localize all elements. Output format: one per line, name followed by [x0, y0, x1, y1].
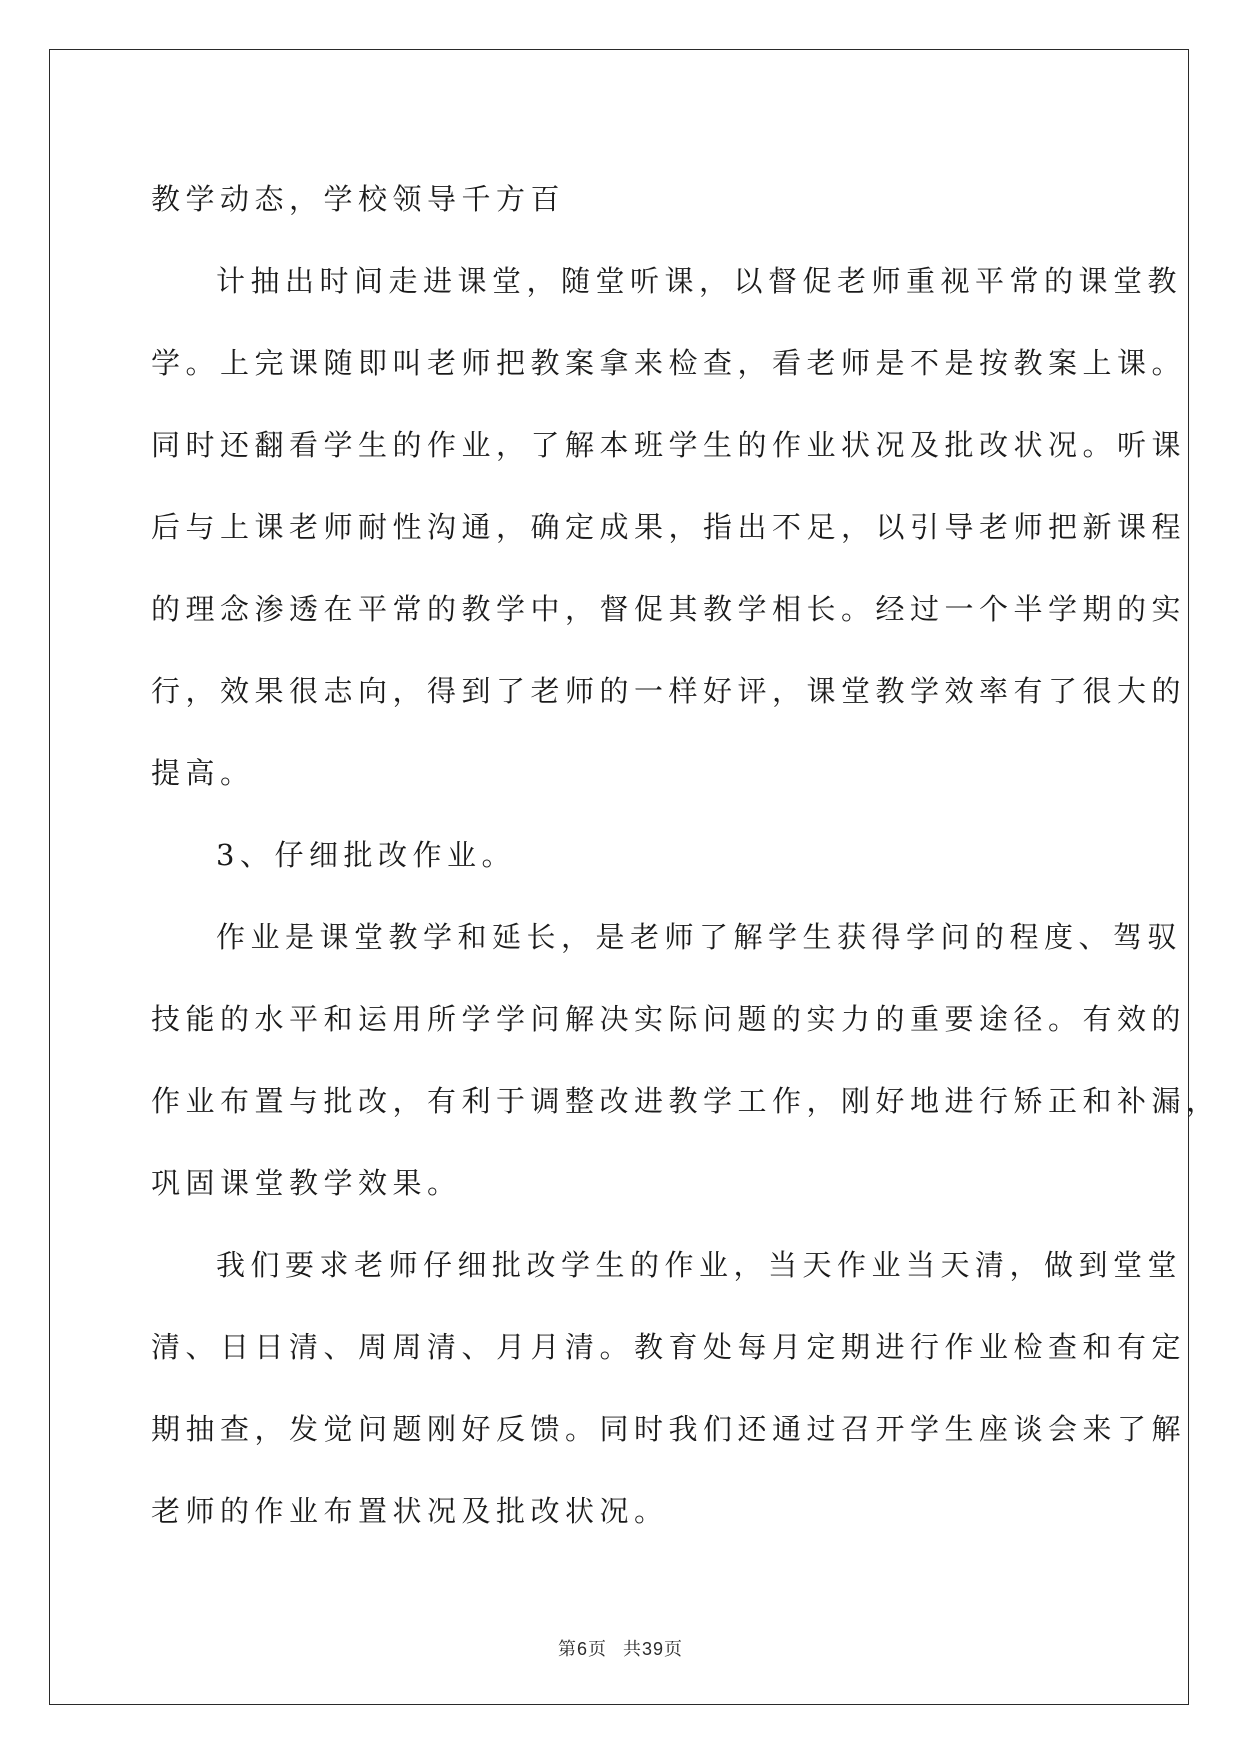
body-line: 学。上完课随即叫老师把教案拿来检查，看老师是不是按教案上课。 [151, 346, 1187, 380]
body-line: 行，效果很志向，得到了老师的一样好评，课堂教学效率有了很大的 [151, 674, 1187, 708]
body-line: 巩固课堂教学效果。 [151, 1166, 462, 1200]
body-line: 作业布置与批改，有利于调整改进教学工作，刚好地进行矫正和补漏， [151, 1084, 1221, 1118]
body-line: 我们要求老师仔细批改学生的作业，当天作业当天清，做到堂堂 [216, 1248, 1183, 1282]
document-body [151, 158, 1221, 1552]
section-heading: 3、仔细批改作业。 [216, 838, 516, 872]
total-pages: 39 [641, 1639, 665, 1659]
page-suffix: 页 [587, 1639, 607, 1660]
body-line: 的理念渗透在平常的教学中，督促其教学相长。经过一个半学期的实 [151, 592, 1187, 626]
body-line: 后与上课老师耐性沟通，确定成果，指出不足，以引导老师把新课程 [151, 510, 1187, 544]
body-line: 同时还翻看学生的作业，了解本班学生的作业状况及批改状况。听课 [151, 428, 1187, 462]
body-line: 期抽查，发觉问题刚好反馈。同时我们还通过召开学生座谈会来了解 [151, 1412, 1187, 1446]
total-prefix: 共 [622, 1639, 642, 1660]
body-line: 提高。 [151, 756, 255, 790]
page-prefix: 第 [557, 1639, 577, 1660]
body-line: 清、日日清、周周清、月月清。教育处每月定期进行作业检查和有定 [151, 1330, 1187, 1364]
body-line: 计抽出时间走进课堂，随堂听课，以督促老师重视平常的课堂教 [216, 264, 1183, 298]
body-line: 教学动态，学校领导千方百 [151, 182, 566, 216]
body-line: 技能的水平和运用所学学问解决实际问题的实力的重要途径。有效的 [151, 1002, 1187, 1036]
page-footer [0, 1635, 1241, 1661]
total-suffix: 页 [664, 1639, 684, 1660]
body-line: 作业是课堂教学和延长，是老师了解学生获得学问的程度、驾驭 [216, 920, 1183, 954]
body-line: 老师的作业布置状况及批改状况。 [151, 1494, 669, 1528]
page-number: 6 [576, 1639, 588, 1659]
